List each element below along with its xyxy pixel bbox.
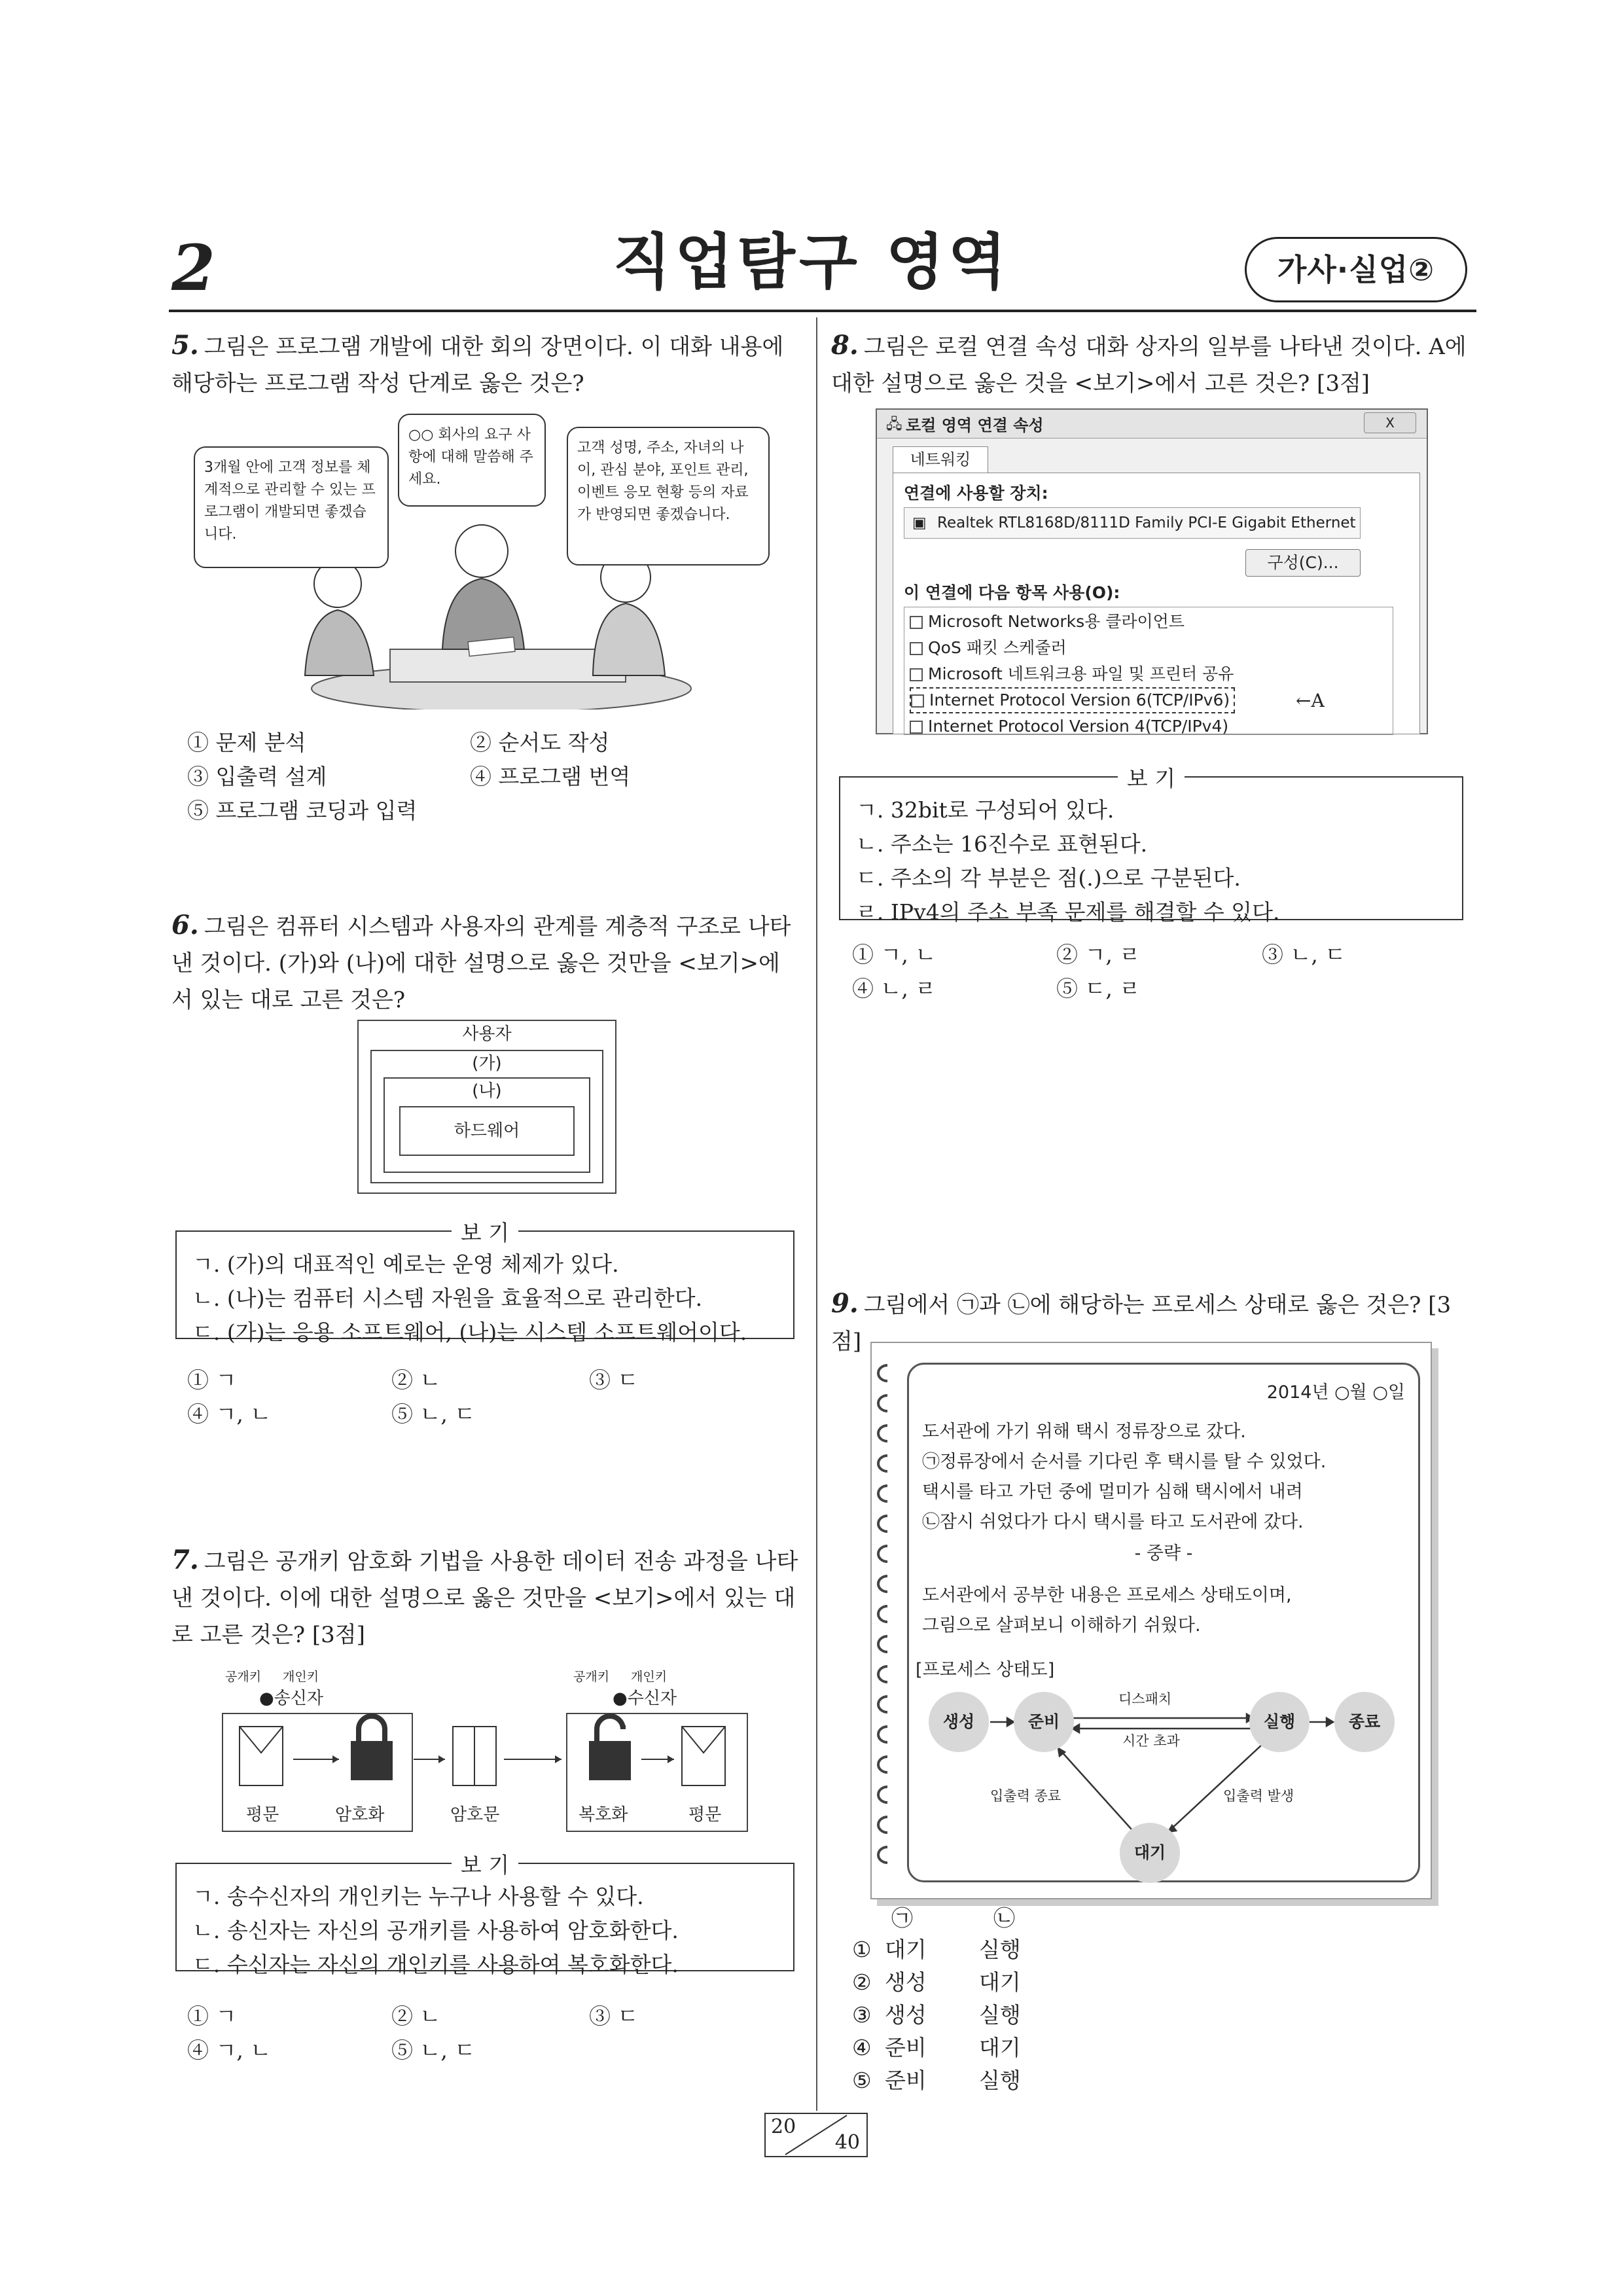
dialog-title: 로컬 영역 연결 속성 (906, 416, 1044, 435)
question-7 (171, 1542, 800, 1653)
question-8 (831, 327, 1479, 402)
speech-bubble-client-2: 고객 성명, 주소, 자녀의 나이, 관심 분야, 포인트 관리, 이벤트 응모 현황 등의 자료가 반영되면 좋겠습니다. (567, 427, 770, 565)
items-label: 이 연결에 다음 항목 사용(O): (904, 583, 1120, 602)
diagram-title: [프로세스 상태도] (916, 1660, 1055, 1680)
page-title: 직업탐구 영역 (613, 227, 1010, 297)
edge-dispatch: 디스패치 (1118, 1691, 1172, 1707)
list-item-ipv6[interactable]: Internet Protocol Version 6(TCP/IPv6) (910, 687, 1235, 713)
state-wait: 대기 (1120, 1823, 1180, 1883)
close-button[interactable]: X (1364, 412, 1416, 433)
option-3[interactable]: ③ 입출력 설계 (187, 764, 327, 789)
adapter-icon: ▣ (912, 514, 927, 531)
encryption-diagram (220, 1668, 750, 1838)
state-ready: 준비 (1014, 1692, 1074, 1752)
list-item[interactable]: Internet Protocol Version 4(TCP/IPv4) (910, 713, 1228, 735)
subject-badge: 가사·실업② (1245, 237, 1467, 302)
bogi-item: ㄱ. (가)의 대표적인 예로는 운영 체제가 있다. (192, 1251, 619, 1277)
option-2[interactable]: ② ㄴ (391, 2003, 441, 2029)
state-end: 종료 (1334, 1692, 1395, 1752)
option-3[interactable]: ③ 생성 실행 (852, 2002, 1021, 2028)
bogi-title: 보 기 (452, 1852, 518, 1878)
list-item[interactable]: Microsoft 네트워크용 파일 및 프린터 공유 (910, 661, 1234, 687)
question-text: 그림은 공개키 암호화 기법을 사용한 데이터 전송 과정을 나타낸 것이다. 이에 대한 설명으로 옳은 것만을 <보기>에서 있는 대로 고른 것은? [3점] (171, 1549, 798, 1648)
edge-io-req: 입출력 발생 (1223, 1788, 1294, 1804)
person-icon: ● (613, 1689, 628, 1708)
question-number: 9. (831, 1288, 859, 1319)
ciphertext-label: 암호문 (450, 1805, 500, 1825)
checkbox[interactable] (910, 721, 923, 734)
receiver-pubkey-label: 공개키 (573, 1670, 610, 1684)
diary-date: 2014년 ○월 ○일 (1266, 1382, 1405, 1403)
speech-bubble-developer: ○○ 회사의 요구 사항에 대해 말씀해 주세요. (398, 414, 546, 507)
tab-panel (893, 473, 1420, 734)
option-3[interactable]: ③ ㄴ, ㄷ (1262, 942, 1346, 967)
bogi-item: ㄴ. 주소는 16진수로 표현된다. (856, 831, 1148, 857)
header-rule (169, 310, 1476, 312)
configure-button[interactable]: 구성(C)... (1245, 549, 1361, 577)
option-1[interactable]: ① ㄱ, ㄴ (852, 942, 936, 967)
dialog-titlebar (877, 410, 1427, 439)
edge-io-done: 입출력 종료 (990, 1788, 1061, 1804)
checkbox-checked[interactable] (911, 694, 924, 708)
layer-hardware-box: 하드웨어 (399, 1106, 575, 1156)
person-icon: ● (259, 1689, 274, 1708)
diary-line: 택시를 타고 가던 중에 멀미가 심해 택시에서 내려 (922, 1482, 1303, 1502)
layer-na-box (383, 1077, 590, 1173)
speech-bubble-client-1: 3개월 안에 고객 정보를 체계적으로 관리할 수 있는 프로그램이 개발되면 좋겠습니다. (194, 446, 389, 568)
device-label: 연결에 사용할 장치: (904, 484, 1048, 503)
plaintext-label-2: 평문 (688, 1805, 722, 1825)
encrypt-label: 암호화 (335, 1805, 385, 1825)
diary-line: ㉠정류장에서 순서를 기다린 후 택시를 탈 수 있었다. (922, 1452, 1327, 1472)
column-divider (816, 317, 817, 2111)
option-2[interactable]: ② ㄱ, ㄹ (1056, 942, 1141, 967)
marker-a: ←A (1296, 690, 1325, 711)
option-4[interactable]: ④ 준비 대기 (852, 2035, 1021, 2060)
checkbox[interactable] (910, 642, 923, 655)
option-4[interactable]: ④ ㄴ, ㄹ (852, 976, 936, 1001)
bogi-title: 보 기 (452, 1220, 518, 1246)
layer-diagram (357, 1020, 616, 1194)
option-4[interactable]: ④ ㄱ, ㄴ (187, 2037, 272, 2063)
page-number: 2 (171, 231, 215, 305)
option-2[interactable]: ② 순서도 작성 (470, 730, 610, 755)
edge-timeout: 시간 초과 (1122, 1733, 1180, 1749)
bogi-box-q7 (175, 1852, 794, 1977)
question-number: 6. (171, 910, 199, 941)
page-counter (764, 2113, 868, 2157)
plaintext-label-1: 평문 (246, 1805, 279, 1825)
total-pages: 40 (834, 2131, 860, 2154)
question-number: 7. (171, 1545, 199, 1575)
state-create: 생성 (929, 1692, 989, 1752)
option-5[interactable]: ⑤ ㄴ, ㄷ (391, 1401, 476, 1427)
option-1[interactable]: ① 대기 실행 (852, 1937, 1021, 1962)
bogi-box-q6 (175, 1220, 794, 1345)
layer-ga-box (370, 1050, 603, 1183)
option-1[interactable]: ① ㄱ (187, 1367, 237, 1393)
network-properties-dialog (876, 408, 1428, 734)
option-1[interactable]: ① ㄱ (187, 2003, 237, 2029)
option-5[interactable]: ⑤ 프로그램 코딩과 입력 (187, 798, 418, 823)
diary-line: 그림으로 살펴보니 이해하기 쉬웠다. (922, 1615, 1201, 1636)
column-header-b: ㉡ (993, 1905, 1015, 1931)
option-4[interactable]: ④ 프로그램 번역 (470, 764, 631, 789)
tab-networking[interactable]: 네트워킹 (893, 446, 988, 473)
question-text: 그림은 프로그램 개발에 대한 회의 장면이다. 이 대화 내용에 해당하는 프로그램 작성 단계로 옳은 것은? (171, 334, 784, 397)
receiver-privkey-label: 개인키 (631, 1670, 668, 1684)
question-number: 5. (171, 330, 199, 361)
state-run: 실행 (1249, 1692, 1310, 1752)
diary-line: 도서관에서 공부한 내용은 프로세스 상태도이며, (922, 1585, 1292, 1605)
sender-privkey-label: 개인키 (283, 1670, 319, 1684)
decrypt-label: 복호화 (579, 1805, 628, 1825)
question-5 (171, 327, 800, 402)
question-text: 그림에서 ㉠과 ㉡에 해당하는 프로세스 상태로 옳은 것은? [3점] (831, 1292, 1452, 1355)
column-header-a: ㉠ (891, 1905, 913, 1931)
bogi-item: ㄷ. (가)는 응용 소프트웨어, (나)는 시스템 소프트웨어이다. (192, 1319, 747, 1345)
diary-page (907, 1363, 1420, 1882)
question-text: 그림은 컴퓨터 시스템과 사용자의 관계를 계층적 구조로 나타낸 것이다. (가)와 (나)에 대한 설명으로 옳은 것만을 <보기>에서 있는 대로 고른 것은? (171, 914, 791, 1013)
question-number: 8. (831, 330, 859, 361)
network-icon: 🖧 (886, 416, 902, 433)
list-item[interactable]: Microsoft Networks용 클라이언트 (910, 609, 1185, 635)
device-field: ▣ Realtek RTL8168D/8111D Family PCI-E Gigabit Ethernet (904, 507, 1361, 539)
bogi-box-q8 (839, 766, 1463, 925)
spiral-binding-icon (868, 1360, 894, 1884)
current-page: 20 (771, 2115, 796, 2138)
question-6 (171, 907, 800, 1018)
layer-user-label: 사용자 (462, 1024, 512, 1044)
option-5[interactable]: ⑤ ㄷ, ㄹ (1056, 976, 1141, 1001)
option-1[interactable]: ① 문제 분석 (187, 730, 306, 755)
bogi-item: ㄴ. 송신자는 자신의 공개키를 사용하여 암호화한다. (192, 1918, 679, 1943)
question-text: 그림은 로컬 연결 속성 대화 상자의 일부를 나타낸 것이다. A에 대한 설명으로 옳은 것을 <보기>에서 고른 것은? [3점] (831, 334, 1467, 397)
option-3[interactable]: ③ ㄷ (589, 1367, 639, 1393)
bogi-item: ㄱ. 송수신자의 개인키는 누구나 사용할 수 있다. (192, 1884, 644, 1909)
option-5[interactable]: ⑤ ㄴ, ㄷ (391, 2037, 476, 2063)
layer-ga-label: (가) (472, 1054, 502, 1073)
sender-pubkey-label: 공개키 (225, 1670, 262, 1684)
bogi-title: 보 기 (1118, 766, 1185, 791)
layer-na-label: (나) (472, 1081, 502, 1101)
arrow-left-icon: ← (1296, 690, 1311, 711)
bogi-item: ㄱ. 32bit로 구성되어 있다. (856, 797, 1115, 823)
option-5[interactable]: ⑤ 준비 실행 (852, 2068, 1021, 2093)
bogi-item: ㄴ. (나)는 컴퓨터 시스템 자원을 효율적으로 관리한다. (192, 1285, 703, 1311)
option-3[interactable]: ③ ㄷ (589, 2003, 639, 2029)
receiver-label: ●수신자 (613, 1689, 677, 1708)
meeting-illustration (194, 414, 783, 709)
checkbox[interactable] (910, 668, 923, 681)
items-list (904, 607, 1393, 735)
sender-label: ●송신자 (259, 1689, 324, 1708)
option-2[interactable]: ② ㄴ (391, 1367, 441, 1393)
answer-table (852, 1933, 1021, 2097)
diary-line: ㉡잠시 쉬었다가 다시 택시를 타고 도서관에 갔다. (922, 1512, 1304, 1532)
diary-line: 도서관에 가기 위해 택시 정류장으로 갔다. (922, 1422, 1246, 1442)
diary-notebook (870, 1342, 1432, 1899)
bogi-item: ㄹ. IPv4의 주소 부족 문제를 해결할 수 있다. (856, 899, 1280, 925)
bogi-item: ㄷ. 수신자는 자신의 개인키를 사용하여 복호화한다. (192, 1952, 679, 1977)
bogi-item: ㄷ. 주소의 각 부분은 점(.)으로 구분된다. (856, 865, 1241, 891)
diary-line: - 중략 - (1134, 1543, 1193, 1564)
list-item[interactable]: QoS 패킷 스케줄러 (910, 635, 1067, 661)
option-4[interactable]: ④ ㄱ, ㄴ (187, 1401, 272, 1427)
option-2[interactable]: ② 생성 대기 (852, 1969, 1021, 1995)
checkbox[interactable] (910, 616, 923, 629)
